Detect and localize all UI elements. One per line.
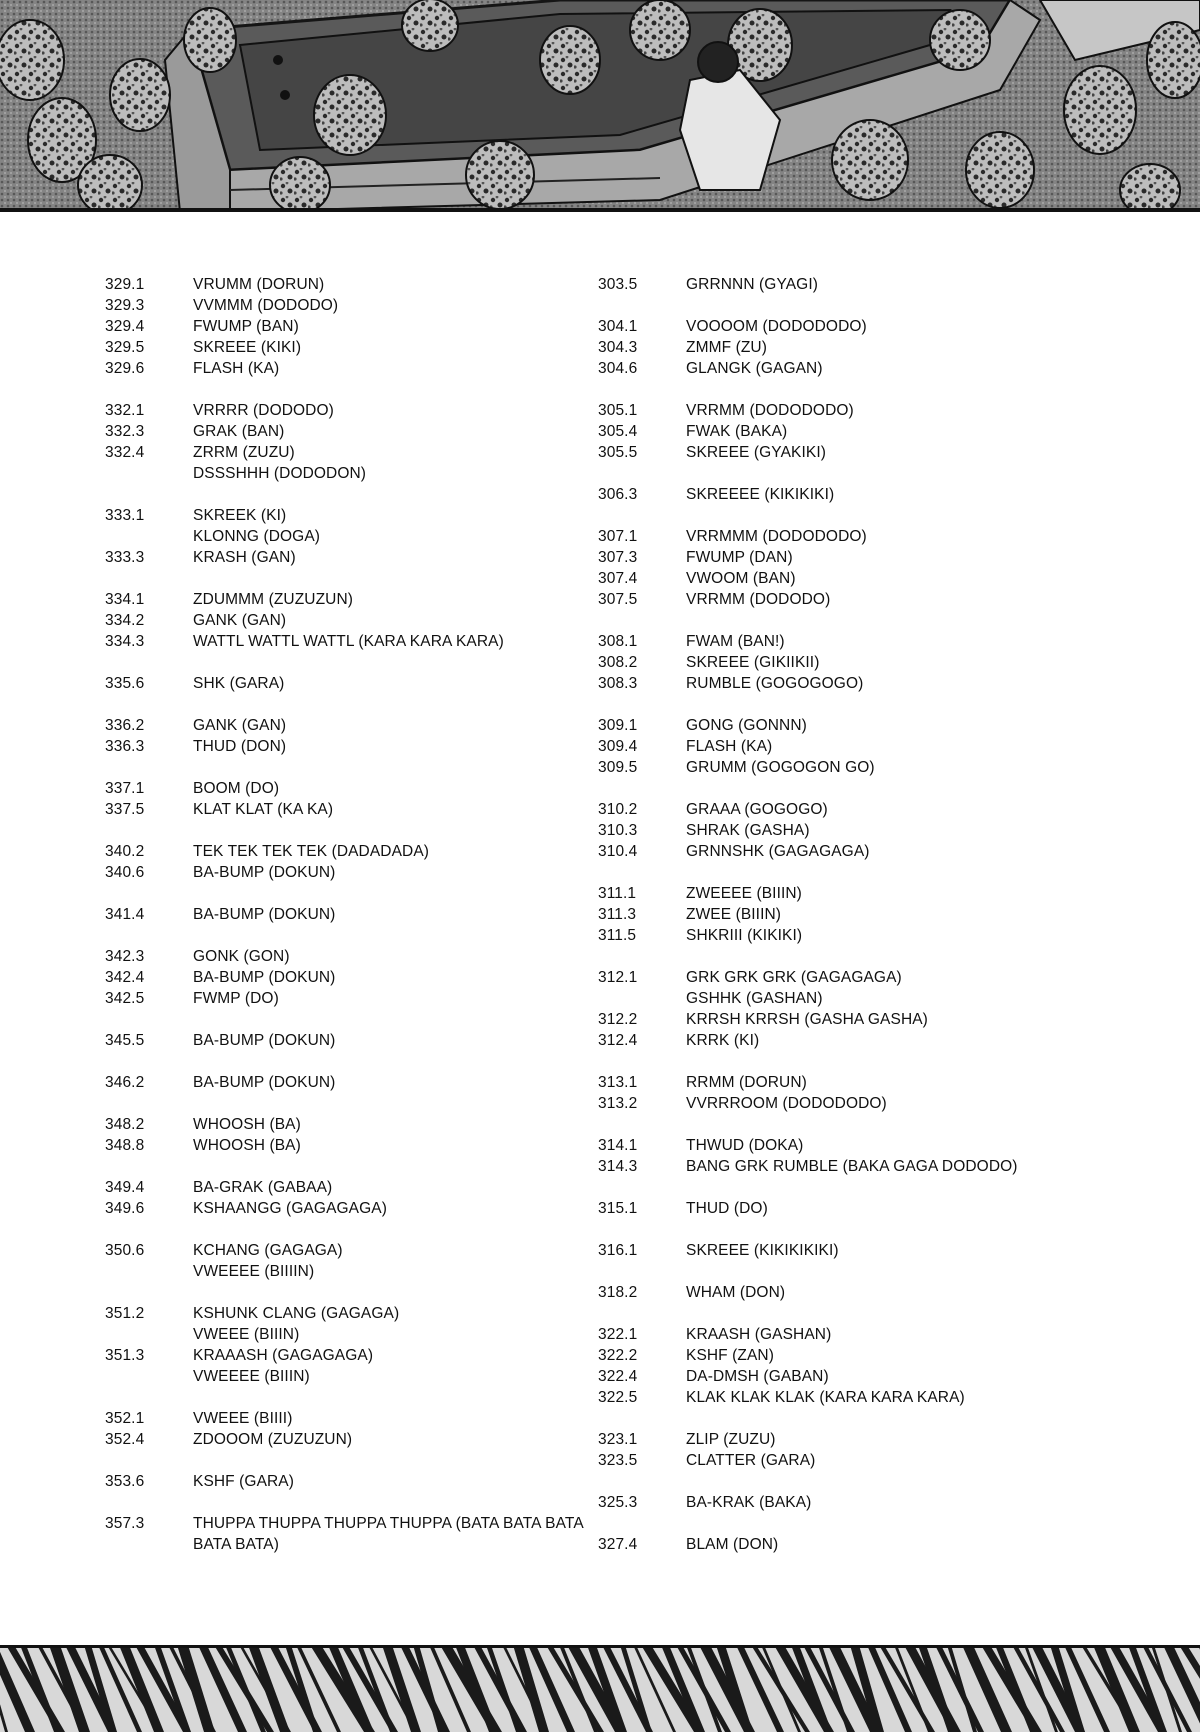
sound-effect-translation: VRRMM (DODODODO)	[686, 402, 854, 419]
sfx-group	[105, 1408, 585, 1450]
sfx-entry	[598, 526, 1118, 547]
page-panel-ref: 336.2	[105, 717, 145, 734]
sound-effect-translation: THUD (DON)	[193, 738, 287, 755]
sfx-entry	[105, 862, 585, 883]
page-panel-ref: 333.3	[105, 549, 145, 566]
sfx-group	[598, 316, 1118, 379]
page-panel-ref: 334.2	[105, 612, 145, 629]
sound-effect-translation: FWUMP (BAN)	[193, 318, 299, 335]
sfx-group	[598, 799, 1118, 862]
sfx-entry	[105, 526, 585, 547]
sound-effect-translation: GRAAA (GOGOGO)	[686, 801, 828, 818]
sfx-entry	[598, 1198, 1118, 1219]
sound-effect-translation: FWAM (BAN!)	[686, 633, 785, 650]
sfx-group	[105, 1513, 588, 1555]
sfx-entry	[598, 1450, 1118, 1471]
sfx-entry	[105, 1198, 585, 1219]
sfx-group	[598, 1240, 1118, 1261]
page-panel-ref: 311.5	[598, 927, 637, 944]
sfx-entry	[598, 274, 1118, 295]
sound-effect-translation: GANK (GAN)	[193, 717, 287, 734]
sound-effect-translation: KSHAANGG (GAGAGAGA)	[193, 1200, 387, 1217]
page-panel-ref: 312.1	[598, 969, 638, 986]
sound-effect-translation: VVRRROOM (DODODODO)	[686, 1095, 887, 1112]
sound-effect-translation: ZWEEEE (BIIIN)	[686, 885, 802, 902]
page-panel-ref: 329.6	[105, 360, 145, 377]
sound-effect-translation: GSHHK (GASHAN)	[686, 990, 823, 1007]
sfx-entry	[105, 799, 585, 820]
sound-effect-translation: KSHF (GARA)	[193, 1473, 294, 1490]
sfx-entry	[598, 442, 1118, 463]
sfx-entry	[598, 904, 1118, 925]
sfx-entry	[105, 1345, 585, 1366]
sfx-group	[105, 715, 585, 757]
sfx-entry	[598, 316, 1118, 337]
sfx-group	[598, 1072, 1118, 1114]
page-panel-ref: 350.6	[105, 1242, 145, 1259]
page-panel-ref: 342.5	[105, 990, 145, 1007]
page-panel-ref: 310.3	[598, 822, 638, 839]
sound-effect-translation: VWEEE (BIIII)	[193, 1410, 293, 1427]
sound-effect-translation: KLONNG (DOGA)	[193, 528, 321, 545]
sound-effect-translation: FWUMP (DAN)	[686, 549, 793, 566]
sfx-group	[105, 904, 585, 925]
sfx-group	[598, 883, 1118, 946]
sfx-entry	[598, 484, 1118, 505]
sfx-group	[598, 1492, 1118, 1513]
sfx-entry	[598, 799, 1118, 820]
sfx-entry	[105, 442, 585, 463]
page-panel-ref: 308.3	[598, 675, 638, 692]
sound-effect-translation: RRMM (DORUN)	[686, 1074, 807, 1091]
sfx-entry	[598, 652, 1118, 673]
sfx-entry	[598, 1345, 1118, 1366]
sfx-entry	[598, 673, 1118, 694]
sound-effect-translation: GRNNSHK (GAGAGAGA)	[686, 843, 870, 860]
page-panel-ref: 313.1	[598, 1074, 638, 1091]
sfx-group	[105, 1114, 585, 1156]
sfx-entry	[105, 337, 585, 358]
sound-effect-translation: GONG (GONNN)	[686, 717, 807, 734]
sfx-group	[105, 400, 585, 484]
sound-effect-translation: ZRRM (ZUZU)	[193, 444, 295, 461]
sfx-entry	[598, 1492, 1118, 1513]
sound-effect-translation: KRAASH (GASHAN)	[686, 1326, 832, 1343]
page-panel-ref: 329.1	[105, 276, 145, 293]
page-panel-ref: 332.4	[105, 444, 145, 461]
sfx-entry	[598, 589, 1118, 610]
page-panel-ref: 313.2	[598, 1095, 638, 1112]
sfx-entry	[105, 358, 585, 379]
page-panel-ref: 322.2	[598, 1347, 638, 1364]
sound-effect-translation: ZWEE (BIIIN)	[686, 906, 782, 923]
sfx-group	[105, 1030, 585, 1051]
sfx-entry	[105, 841, 585, 862]
sfx-group	[105, 1471, 585, 1492]
page-panel-ref: 329.5	[105, 339, 145, 356]
page-panel-ref: 312.2	[598, 1011, 638, 1028]
page-panel-ref: 310.2	[598, 801, 638, 818]
sfx-entry	[105, 400, 585, 421]
page-panel-ref: 351.3	[105, 1347, 145, 1364]
page-panel-ref: 312.4	[598, 1032, 638, 1049]
page-panel-ref: 304.3	[598, 339, 638, 356]
page-panel-ref: 334.3	[105, 633, 145, 650]
sound-effect-translation: WATTL WATTL WATTL (KARA KARA KARA)	[193, 633, 504, 650]
panel-border	[0, 1645, 1200, 1648]
sfx-entry	[105, 778, 585, 799]
page-panel-ref: 322.4	[598, 1368, 638, 1385]
sfx-column-right	[598, 274, 1118, 1576]
page-panel-ref: 341.4	[105, 906, 145, 923]
sound-effect-translation: KRAAASH (GAGAGAGA)	[193, 1347, 374, 1364]
page-panel-ref: 352.1	[105, 1410, 145, 1427]
sfx-entry	[598, 358, 1118, 379]
sfx-group	[598, 400, 1118, 463]
page-panel-ref: 318.2	[598, 1284, 638, 1301]
page-panel-ref: 308.1	[598, 633, 638, 650]
page-panel-ref: 332.1	[105, 402, 145, 419]
sfx-group	[598, 274, 1118, 295]
sfx-entry	[598, 1534, 1118, 1555]
sfx-group	[105, 274, 585, 379]
sound-effect-translation: VWEEE (BIIIN)	[193, 1326, 300, 1343]
sfx-entry	[598, 757, 1118, 778]
sfx-entry	[105, 463, 585, 484]
sfx-entry	[598, 547, 1118, 568]
sound-effect-translation: THWUD (DOKA)	[686, 1137, 804, 1154]
sound-effect-translation: FLASH (KA)	[193, 360, 280, 377]
page-panel-ref: 308.2	[598, 654, 638, 671]
sfx-entry	[598, 1282, 1118, 1303]
sound-effect-translation: DA-DMSH (GABAN)	[686, 1368, 829, 1385]
sound-effect-translation: THUPPA THUPPA THUPPA THUPPA (BATA BATA BATA BATA BATA)	[193, 1515, 588, 1553]
page-panel-ref: 349.6	[105, 1200, 145, 1217]
page-panel-ref: 305.4	[598, 423, 638, 440]
sfx-group	[105, 1177, 585, 1219]
sound-effect-translation: BA-GRAK (GABAA)	[193, 1179, 333, 1196]
sound-effect-translation: SKREEK (KI)	[193, 507, 287, 524]
sound-effect-translation: SKREEEE (KIKIKIKI)	[686, 486, 835, 503]
sound-effect-translation: ZDOOOM (ZUZUZUN)	[193, 1431, 353, 1448]
manga-panel-art-top	[0, 0, 1200, 212]
sfx-entry	[598, 1135, 1118, 1156]
page-panel-ref: 337.1	[105, 780, 145, 797]
page-panel-ref: 348.2	[105, 1116, 145, 1133]
page-panel-ref: 307.3	[598, 549, 638, 566]
page-panel-ref: 329.3	[105, 297, 145, 314]
sound-effect-translation: GANK (GAN)	[193, 612, 287, 629]
sfx-entry	[598, 820, 1118, 841]
sound-effect-translation: VRUMM (DORUN)	[193, 276, 325, 293]
sfx-group	[598, 1429, 1118, 1471]
sound-effect-translation: SKREEE (GIKIIKII)	[686, 654, 820, 671]
sound-effect-translation: BA-BUMP (DOKUN)	[193, 906, 336, 923]
page-panel-ref: 307.4	[598, 570, 638, 587]
sfx-entry	[105, 274, 585, 295]
sfx-group	[598, 1534, 1118, 1555]
page-panel-ref: 310.4	[598, 843, 638, 860]
page-panel-ref: 303.5	[598, 276, 638, 293]
sfx-entry	[105, 1471, 585, 1492]
sfx-entry	[105, 1114, 585, 1135]
sfx-group	[598, 1324, 1118, 1408]
page-panel-ref: 349.4	[105, 1179, 145, 1196]
page-panel-ref: 309.1	[598, 717, 638, 734]
page-panel-ref: 309.5	[598, 759, 638, 776]
sound-effect-translation: VRRMMM (DODODODO)	[686, 528, 867, 545]
sfx-entry	[105, 715, 585, 736]
sound-effect-translation: THUD (DO)	[686, 1200, 768, 1217]
sfx-entry	[105, 1261, 585, 1282]
sfx-entry	[105, 1429, 585, 1450]
sfx-entry	[105, 295, 585, 316]
page-panel-ref: 336.3	[105, 738, 145, 755]
sound-effect-translation: BA-BUMP (DOKUN)	[193, 864, 336, 881]
sound-effect-translation: BA-BUMP (DOKUN)	[193, 969, 336, 986]
sfx-entry	[105, 967, 585, 988]
sound-effect-translation: ZLIP (ZUZU)	[686, 1431, 776, 1448]
sound-effect-translation: KSHF (ZAN)	[686, 1347, 774, 1364]
page-panel-ref: 348.8	[105, 1137, 145, 1154]
sfx-group	[105, 673, 585, 694]
sound-effect-translation: WHOOSH (BA)	[193, 1137, 301, 1154]
sfx-group	[598, 1282, 1118, 1303]
sound-effect-translation: WHAM (DON)	[686, 1284, 786, 1301]
page-panel-ref: 342.3	[105, 948, 145, 965]
sound-effect-translation: ZMMF (ZU)	[686, 339, 767, 356]
page-panel-ref: 340.6	[105, 864, 145, 881]
sound-effect-translation: VRRRR (DODODO)	[193, 402, 334, 419]
sfx-entry	[105, 1240, 585, 1261]
sfx-entry	[105, 1303, 585, 1324]
sound-effect-translation: BA-KRAK (BAKA)	[686, 1494, 812, 1511]
page-panel-ref: 304.6	[598, 360, 638, 377]
sfx-entry	[105, 316, 585, 337]
sfx-group	[598, 484, 1118, 505]
sound-effect-translation: GRUMM (GOGOGON GO)	[686, 759, 875, 776]
speed-lines-art-bottom	[0, 1645, 1200, 1732]
sfx-entry	[105, 1408, 585, 1429]
sfx-entry	[105, 631, 585, 652]
page-panel-ref: 340.2	[105, 843, 145, 860]
page-panel-ref: 305.1	[598, 402, 638, 419]
page-panel-ref: 333.1	[105, 507, 145, 524]
sfx-group	[105, 1303, 585, 1387]
sound-effect-translation: SHK (GARA)	[193, 675, 285, 692]
sound-effect-translation: SHRAK (GASHA)	[686, 822, 810, 839]
sfx-entry	[105, 1030, 585, 1051]
sfx-entry	[598, 736, 1118, 757]
sfx-entry	[105, 505, 585, 526]
sfx-group	[598, 1135, 1118, 1177]
page-panel-ref: 352.4	[105, 1431, 145, 1448]
sound-effect-translation: RUMBLE (GOGOGOGO)	[686, 675, 864, 692]
sfx-entry	[105, 904, 585, 925]
sfx-entry	[598, 1072, 1118, 1093]
sound-effect-translation: FWMP (DO)	[193, 990, 279, 1007]
page-panel-ref: 305.5	[598, 444, 638, 461]
page-panel-ref: 351.2	[105, 1305, 145, 1322]
sfx-entry	[598, 1324, 1118, 1345]
page-panel-ref: 322.1	[598, 1326, 638, 1343]
sound-effect-translation: GLANGK (GAGAN)	[686, 360, 823, 377]
sfx-entry	[105, 1135, 585, 1156]
page-panel-ref: 334.1	[105, 591, 145, 608]
page-panel-ref: 337.5	[105, 801, 145, 818]
page-panel-ref: 342.4	[105, 969, 145, 986]
sound-effect-translation: SHKRIII (KIKIKI)	[686, 927, 803, 944]
sfx-entry	[105, 736, 585, 757]
sfx-entry	[598, 1030, 1118, 1051]
page-panel-ref: 329.4	[105, 318, 145, 335]
sound-effect-translation: VWEEEE (BIIIIN)	[193, 1263, 315, 1280]
sfx-entry	[598, 715, 1118, 736]
page-panel-ref: 345.5	[105, 1032, 145, 1049]
sound-effect-translation: KRRK (KI)	[686, 1032, 760, 1049]
sound-effect-translation: SKREEE (KIKI)	[193, 339, 302, 356]
page-panel-ref: 316.1	[598, 1242, 638, 1259]
sound-effect-translation: BLAM (DON)	[686, 1536, 779, 1553]
page-panel-ref: 322.5	[598, 1389, 638, 1406]
sound-effect-translation: GRK GRK GRK (GAGAGAGA)	[686, 969, 902, 986]
sound-effect-translation: VWOOM (BAN)	[686, 570, 796, 587]
sound-effect-translation: FWAK (BAKA)	[686, 423, 788, 440]
sfx-entry	[105, 1513, 588, 1555]
sfx-entry	[105, 547, 585, 568]
page-panel-ref: 353.6	[105, 1473, 145, 1490]
sfx-group	[105, 946, 585, 1009]
sfx-column-left	[105, 274, 588, 1576]
sound-effect-translation: ZDUMMM (ZUZUZUN)	[193, 591, 353, 608]
sound-effect-translation: SKREEE (KIKIKIKIKI)	[686, 1242, 839, 1259]
sound-effect-translation: GRRNNN (GYAGI)	[686, 276, 818, 293]
page-panel-ref: 323.5	[598, 1452, 638, 1469]
sfx-entry	[105, 1072, 585, 1093]
sfx-entry	[598, 883, 1118, 904]
sound-effect-translation: GRAK (BAN)	[193, 423, 285, 440]
page-panel-ref: 307.5	[598, 591, 638, 608]
sfx-entry	[105, 988, 585, 1009]
sound-effect-translation: VOOOOM (DODODODO)	[686, 318, 867, 335]
page-panel-ref: 306.3	[598, 486, 638, 503]
sfx-group	[105, 841, 585, 883]
sfx-entry	[598, 631, 1118, 652]
sfx-entry	[598, 1156, 1118, 1177]
sfx-group	[105, 505, 585, 568]
sfx-group	[598, 1198, 1118, 1219]
sound-effect-translation: BANG GRK RUMBLE (BAKA GAGA DODODO)	[686, 1158, 1018, 1175]
sfx-group	[598, 967, 1118, 1051]
sfx-entry	[598, 1387, 1118, 1408]
sound-effect-translation: VWEEEE (BIIIN)	[193, 1368, 310, 1385]
sfx-entry	[105, 610, 585, 631]
sfx-entry	[598, 1009, 1118, 1030]
sfx-entry	[105, 421, 585, 442]
sfx-group	[598, 526, 1118, 610]
page-panel-ref: 309.4	[598, 738, 638, 755]
page-panel-ref: 304.1	[598, 318, 638, 335]
page-panel-ref: 357.3	[105, 1515, 145, 1532]
sound-effect-translation: VRRMM (DODODO)	[686, 591, 831, 608]
sfx-group	[105, 589, 585, 652]
sfx-entry	[598, 1429, 1118, 1450]
sfx-entry	[105, 1324, 585, 1345]
sound-effect-translation: KRRSH KRRSH (GASHA GASHA)	[686, 1011, 928, 1028]
sfx-group	[105, 1072, 585, 1093]
sfx-entry	[598, 421, 1118, 442]
sound-effect-translation: KCHANG (GAGAGA)	[193, 1242, 343, 1259]
sfx-entry	[598, 967, 1118, 988]
sound-effect-translation: BA-BUMP (DOKUN)	[193, 1032, 336, 1049]
sound-effect-translation: VVMMM (DODODO)	[193, 297, 339, 314]
sfx-entry	[598, 337, 1118, 358]
sfx-entry	[105, 1177, 585, 1198]
page-panel-ref: 335.6	[105, 675, 145, 692]
sfx-entry	[105, 1366, 585, 1387]
sound-effect-translation: TEK TEK TEK TEK (DADADADA)	[193, 843, 430, 860]
sfx-entry	[105, 589, 585, 610]
sound-effect-translation: KLAK KLAK KLAK (KARA KARA KARA)	[686, 1389, 965, 1406]
sound-effect-translation: KLAT KLAT (KA KA)	[193, 801, 334, 818]
page-panel-ref: 314.1	[598, 1137, 638, 1154]
page-panel-ref: 311.3	[598, 906, 637, 923]
sfx-entry	[598, 400, 1118, 421]
sound-effect-translation: SKREEE (GYAKIKI)	[686, 444, 826, 461]
sfx-entry	[598, 988, 1118, 1009]
sfx-entry	[598, 568, 1118, 589]
page-panel-ref: 346.2	[105, 1074, 145, 1091]
sfx-entry	[598, 841, 1118, 862]
page-panel-ref: 327.4	[598, 1536, 638, 1553]
sfx-entry	[598, 925, 1118, 946]
sound-effect-translation: DSSSHHH (DODODON)	[193, 465, 367, 482]
sfx-group	[105, 1240, 585, 1282]
page-panel-ref: 315.1	[598, 1200, 638, 1217]
sfx-group	[598, 715, 1118, 778]
page-panel-ref: 307.1	[598, 528, 638, 545]
sound-effect-translation: GONK (GON)	[193, 948, 290, 965]
sound-effect-translation: KRASH (GAN)	[193, 549, 296, 566]
sound-effect-translation: BA-BUMP (DOKUN)	[193, 1074, 336, 1091]
sfx-group	[105, 778, 585, 820]
page-panel-ref: 325.3	[598, 1494, 638, 1511]
sfx-entry	[598, 1093, 1118, 1114]
page-panel-ref: 314.3	[598, 1158, 638, 1175]
page-panel-ref: 332.3	[105, 423, 145, 440]
sfx-entry	[598, 1240, 1118, 1261]
page-panel-ref: 323.1	[598, 1431, 638, 1448]
sound-effect-translation: CLATTER (GARA)	[686, 1452, 816, 1469]
sfx-entry	[105, 673, 585, 694]
sfx-entry	[598, 1366, 1118, 1387]
sound-effect-translation: KSHUNK CLANG (GAGAGA)	[193, 1305, 400, 1322]
sound-effect-translation: BOOM (DO)	[193, 780, 280, 797]
sfx-group	[598, 631, 1118, 694]
sfx-entry	[105, 946, 585, 967]
page-panel-ref: 311.1	[598, 885, 637, 902]
sound-effect-translation: FLASH (KA)	[686, 738, 773, 755]
sound-effect-translation: WHOOSH (BA)	[193, 1116, 301, 1133]
